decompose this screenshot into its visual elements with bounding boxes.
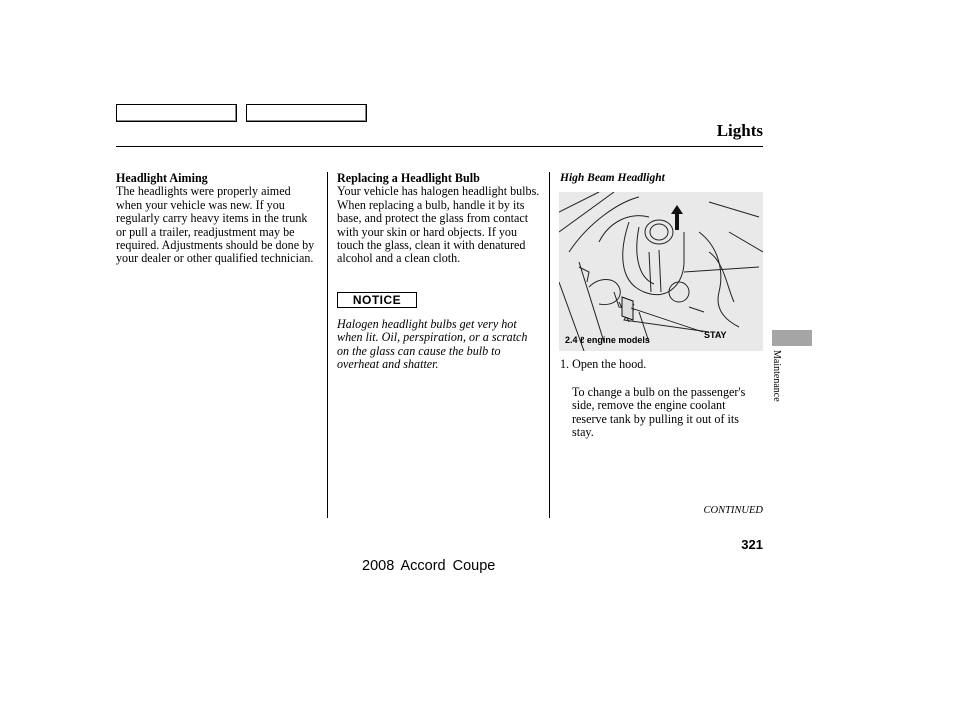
section-headlight-aiming xyxy=(116,172,318,266)
nav-button-previous[interactable] xyxy=(116,104,237,122)
footer-model: 2008 Accord Coupe xyxy=(362,558,496,574)
column-divider-1 xyxy=(327,172,328,518)
page-title: Lights xyxy=(716,121,763,140)
step-1-detail: To change a bulb on the passenger's side, remove the engine coolant reserve tank by pulling it out of its stay. xyxy=(572,385,746,440)
section-heading: Headlight Aiming xyxy=(116,171,208,185)
page-number: 321 xyxy=(741,537,763,552)
figure-label-stay: STAY xyxy=(704,330,727,340)
header-rule xyxy=(116,146,763,147)
section-replacing-bulb xyxy=(337,172,541,266)
side-tab-label: Maintenance xyxy=(771,350,782,402)
engine-illustration-drawing xyxy=(559,192,763,351)
arrow-up-icon xyxy=(671,205,683,230)
nav-button-next[interactable] xyxy=(246,104,367,122)
step-1: 1. Open the hood. xyxy=(560,357,647,371)
notice-text: Halogen headlight bulbs get very hot when lit. Oil, perspiration, or a scratch on the glass can cause the bulb to overheat and shatter. xyxy=(337,317,528,372)
figure-title: High Beam Headlight xyxy=(560,172,665,184)
column-divider-2 xyxy=(549,172,550,518)
notice-badge: NOTICE xyxy=(337,292,417,308)
engine-bay-illustration xyxy=(559,192,763,351)
section-body: The headlights were properly aimed when your vehicle was new. If you regularly carry heavy items in the trunk or pull a trailer, readjustment may be required. Adjustments should be done by your dealer or other qualified technician. xyxy=(116,184,315,266)
section-heading: Replacing a Headlight Bulb xyxy=(337,171,480,185)
continued-label: CONTINUED xyxy=(703,505,763,516)
section-side-tab[interactable] xyxy=(772,330,812,346)
section-body: Your vehicle has halogen headlight bulbs. When replacing a bulb, handle it by its base, and protect the glass from contact with your skin or hard objects. If you touch the glass, clean it with denatured alcohol and a clean cloth. xyxy=(337,184,540,266)
figure-label-engine: 2.4 ℓ engine models xyxy=(565,335,650,345)
